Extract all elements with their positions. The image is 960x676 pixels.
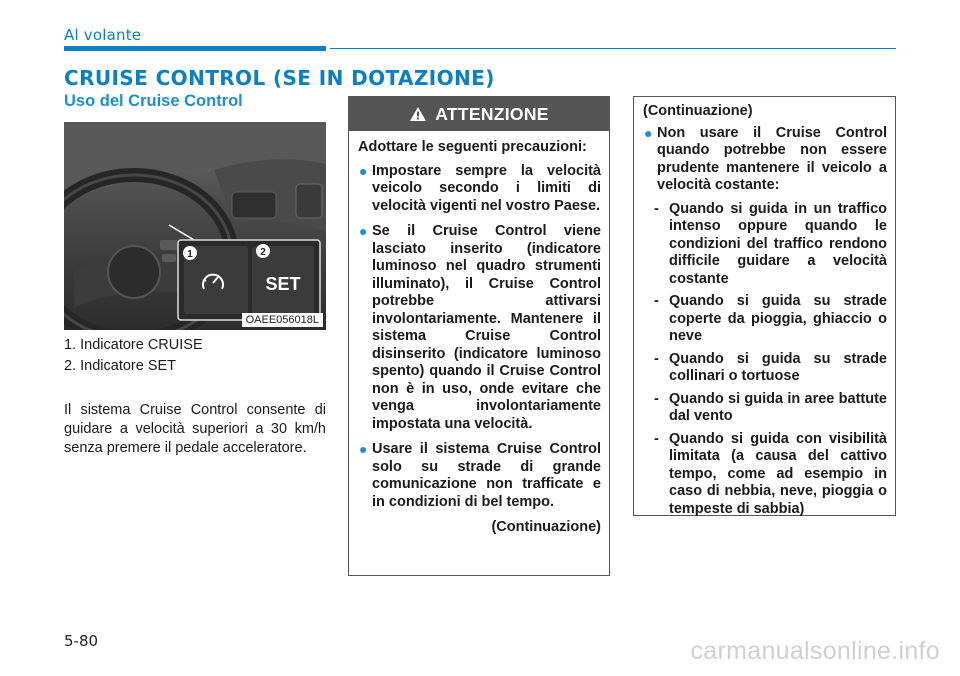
sub-item-text: Quando si guida su strade collinari o tortuose xyxy=(669,350,887,384)
sub-item-text: Quando si guida in aree battute dal vento xyxy=(669,390,887,424)
chapter-title: CRUISE CONTROL (SE IN DOTAZIONE) xyxy=(64,66,495,90)
watermark: carmanualsonline.info xyxy=(690,637,940,665)
continuation-bullet-text: Non usare il Cruise Control quando potrebbe non essere prudente mantenere il veicolo a velocità costante: xyxy=(657,124,887,193)
continuation-sub-item: - Quando si guida su strade coperte da pioggia, ghiaccio o neve xyxy=(654,293,887,344)
continuation-bullet xyxy=(643,125,887,195)
bullet-dot: ● xyxy=(359,441,368,457)
warning-triangle-icon xyxy=(409,106,427,122)
sub-item-text: Quando si guida in un traffico intenso oppure quando le condizioni del traffico rendono difficile guidare a velocità costante xyxy=(669,200,887,287)
header-rule-thick xyxy=(64,46,326,51)
sub-item-text: Quando si guida con visibilità limitata (a causa del cattivo tempo, come ad esempio in caso di nebbia, neve, pioggia o tempeste di sabbia) xyxy=(669,430,887,517)
steering-wheel-figure xyxy=(64,122,326,330)
indicator-item-cruise: 1. Indicatore CRUISE xyxy=(64,337,203,353)
figure-code: OAEE056018L xyxy=(242,313,323,327)
warning-title: ATTENZIONE xyxy=(435,103,549,124)
body-paragraph: Il sistema Cruise Control consente di guidare a velocità superiori a 30 km/h senza premere il pedale acceleratore. xyxy=(64,402,326,456)
continuation-sub-item: - Quando si guida su strade collinari o tortuose xyxy=(654,350,887,384)
warning-bullet-text: Se il Cruise Control viene lasciato inserito (indicatore luminoso nel quadro strumenti illuminato), il Cruise Control potrebbe attivarsi involontariamente. Mantenere il sistema Cruise Control disinserito (indicatore luminoso spento) quando il Cruise Control non è in uso, onde evitare che venga involontariamente impostata una velocità. xyxy=(372,223,601,432)
continuation-sub-item: - Quando si guida con visibilità limitata (a causa del cattivo tempo, come ad esempio in caso di nebbia, neve, pioggia o tempeste di sabbia) xyxy=(654,430,887,517)
warning-bullet-text: Usare il sistema Cruise Control solo su strade di grande comunicazione non trafficate e in condizioni di bel tempo. xyxy=(372,441,601,510)
continuation-content xyxy=(634,97,895,529)
section-label: Al volante xyxy=(64,26,142,44)
figure-set-label: SET xyxy=(265,274,301,294)
continuation-sub-item: - Quando si guida in aree battute dal vento xyxy=(654,390,887,424)
warning-bullet xyxy=(358,223,601,433)
indicator-item-set: 2. Indicatore SET xyxy=(64,358,177,374)
warning-bullet xyxy=(358,163,601,216)
section-subtitle: Uso del Cruise Control xyxy=(64,92,243,110)
continuation-box xyxy=(633,96,896,516)
warning-bullet xyxy=(358,441,601,511)
page-number: 5-80 xyxy=(64,632,99,650)
warning-continued: (Continuazione) xyxy=(491,519,601,535)
header-rule-thin xyxy=(330,48,896,49)
bullet-dot: ● xyxy=(359,162,368,179)
continuation-heading: (Continuazione) xyxy=(643,103,753,119)
figure-marker-2: 2 xyxy=(260,247,266,258)
warning-content xyxy=(349,131,609,543)
warning-box xyxy=(348,96,610,576)
indicator-list xyxy=(64,337,326,379)
bullet-dot: ● xyxy=(644,124,653,141)
figure-marker-1: 1 xyxy=(187,249,193,260)
bullet-dot: ● xyxy=(359,223,368,239)
warning-intro: Adottare le seguenti precauzioni: xyxy=(358,139,587,155)
continuation-sub-item: - Quando si guida in un traffico intenso oppure quando le condizioni del traffico rendono difficile guidare a velocità costante xyxy=(654,200,887,287)
sub-item-text: Quando si guida su strade coperte da pioggia, ghiaccio o neve xyxy=(669,293,887,344)
warning-bullet-text: Impostare sempre la velocità veicolo secondo i limiti di velocità vigenti nel vostro Paese. xyxy=(372,162,601,214)
warning-header xyxy=(349,97,609,131)
figure-illustration xyxy=(64,122,326,330)
